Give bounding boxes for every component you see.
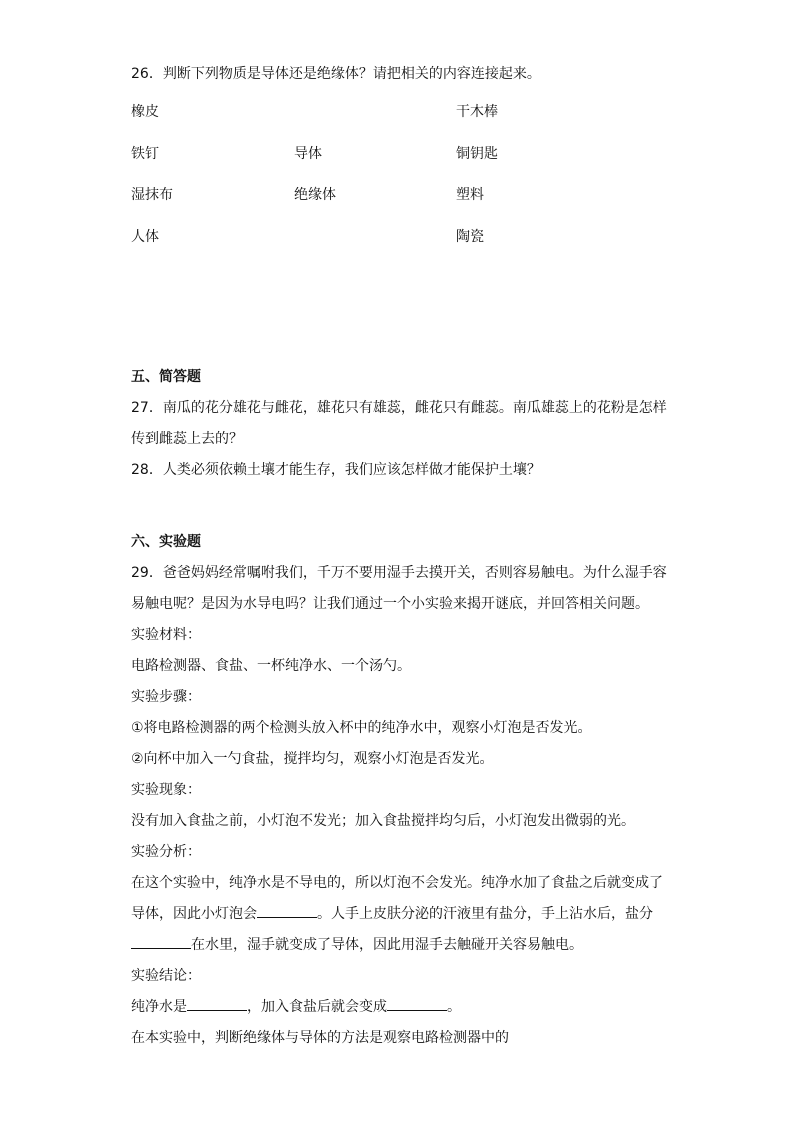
materials-text: 电路检测器、食盐、一杯纯净水、一个汤勺。 xyxy=(131,658,411,674)
final-line: 在本实验中，判断绝缘体与导体的方法是观察电路检测器中的 xyxy=(131,1030,509,1046)
phenomenon-text: 没有加入食盐之前，小灯泡不发光；加入食盐搅拌均匀后，小灯泡发出微弱的光。 xyxy=(131,813,635,829)
answer-blank-salt[interactable] xyxy=(131,934,191,949)
phenomenon-label: 实验现象： xyxy=(131,782,201,798)
analysis-line-3 xyxy=(131,930,671,961)
analysis-line-3-text: 在水里，湿手就变成了导体，因此用湿手去触碰开关容易触电。 xyxy=(191,937,583,953)
right-item-dry-stick: 干木棒 xyxy=(456,104,498,120)
section-6 xyxy=(131,527,671,1054)
analysis-label: 实验分析： xyxy=(131,844,201,860)
section-5-heading: 五、简答题 xyxy=(131,369,201,385)
answer-blank-becomes[interactable] xyxy=(387,996,447,1011)
left-item-iron-nail: 铁钉 xyxy=(131,146,159,162)
middle-item-insulator: 绝缘体 xyxy=(294,187,336,203)
right-item-ceramic: 陶瓷 xyxy=(456,229,484,245)
section-6-heading: 六、实验题 xyxy=(131,534,201,550)
section-5 xyxy=(131,362,671,486)
steps-label: 实验步骤： xyxy=(131,689,201,705)
question-29-line-2: 易触电呢？是因为水导电吗？让我们通过一个小实验来揭开谜底，并回答相关问题。 xyxy=(131,596,649,612)
question-28: 28．人类必须依赖土壤才能生存，我们应该怎样做才能保护土壤？ xyxy=(131,462,541,478)
left-item-human-body: 人体 xyxy=(131,229,159,245)
conclusion-middle: ，加入食盐后就会变成 xyxy=(247,999,387,1015)
step-2: ②向杯中加入一勺食盐，搅拌均匀，观察小灯泡是否发光。 xyxy=(131,751,494,767)
left-item-rubber: 橡皮 xyxy=(131,104,159,120)
analysis-line-2 xyxy=(131,899,671,930)
analysis-line-2-end: 。人手上皮肤分泌的汗液里有盐分，手上沾水后，盐分 xyxy=(317,906,653,922)
question-27-line-1: 27．南瓜的花分雄花与雌花，雄花只有雄蕊，雌花只有雌蕊。南瓜雄蕊上的花粉是怎样 xyxy=(131,400,667,416)
conclusion-start: 纯净水是 xyxy=(131,999,187,1015)
right-item-copper-key: 铜钥匙 xyxy=(456,146,498,162)
question-27-line-2: 传到雌蕊上去的？ xyxy=(131,431,243,447)
answer-blank-bulb[interactable] xyxy=(257,903,317,918)
materials-label: 实验材料： xyxy=(131,627,201,643)
conclusion-label: 实验结论： xyxy=(131,968,201,984)
right-item-plastic: 塑料 xyxy=(456,187,484,203)
left-item-wet-cloth: 湿抹布 xyxy=(131,187,173,203)
question-26-text: 26．判断下列物质是导体还是绝缘体？请把相关的内容连接起来。 xyxy=(131,66,541,82)
middle-item-conductor: 导体 xyxy=(294,146,322,162)
question-29-line-1: 29．爸爸妈妈经常嘱咐我们，千万不要用湿手去摸开关，否则容易触电。为什么湿手容 xyxy=(131,565,667,581)
analysis-line-1: 在这个实验中，纯净水是不导电的，所以灯泡不会发光。纯净水加了食盐之后就变成了 xyxy=(131,875,663,891)
conclusion-line xyxy=(131,992,671,1023)
step-1: ①将电路检测器的两个检测头放入杯中的纯净水中，观察小灯泡是否发光。 xyxy=(131,720,592,736)
conclusion-end: 。 xyxy=(447,999,461,1015)
answer-blank-pure-water[interactable] xyxy=(187,996,247,1011)
analysis-line-2-start: 导体，因此小灯泡会 xyxy=(131,906,257,922)
